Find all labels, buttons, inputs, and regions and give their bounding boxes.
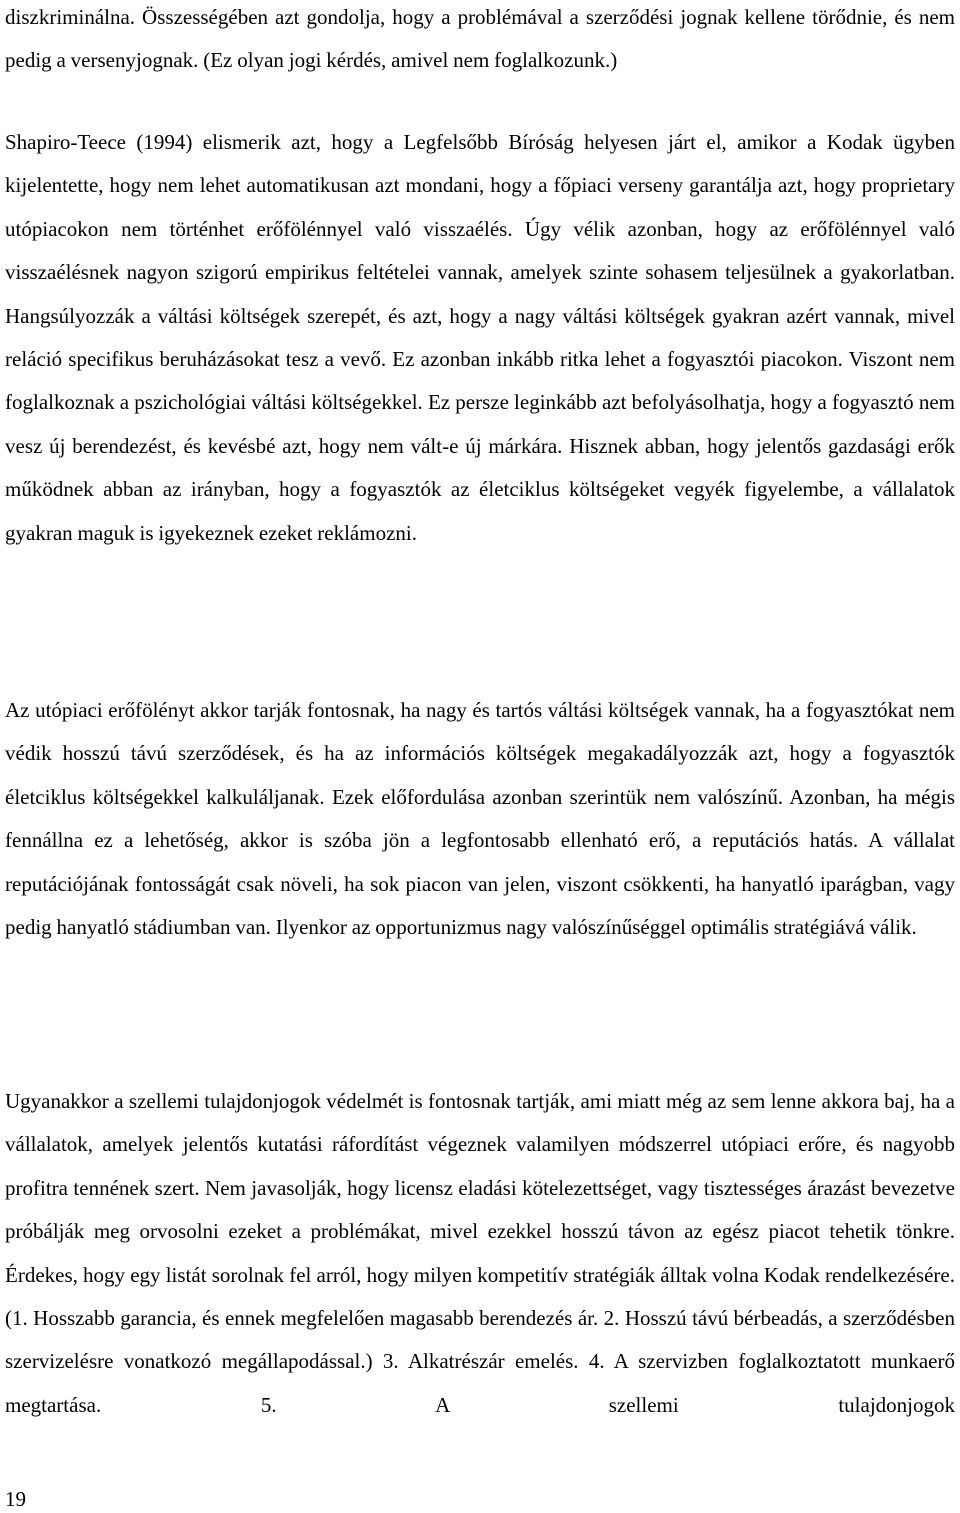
paragraph-4: Ugyanakkor a szellemi tulajdonjogok védelmét is fontosnak tartják, ami miatt még az sem lenne akkora baj, ha a vállalatok, amelyek jelentős kutatási ráfordítást végeznek valamilyen módszerrel utópiaci erőre, és nagyobb profitra tennének szert. Nem javasolják, hogy licensz eladási kötelezettséget, vagy tisztességes árazást bevezetve próbálják meg orvosolni ezeket a problémákat, mivel ezekkel hosszú távon az egész piacot tehetik tönkre. Érdekes, hogy egy listát sorolnak fel arról, hogy milyen kompetitív stratégiák álltak volna Kodak rendelkezésére. (1. Hosszabb garancia, és ennek megfelelően magasabb berendezés ár. 2. Hosszú távú bérbeadás, a szerződésben szervizelésre vonatkozó megállapodással.) 3. Alkatrészár emelés. 4. A szervizben foglalkoztatott munkaerő megtartása. 5. A szellemi tulajdonjogok — [5, 1089, 955, 1417]
paragraph-2: Shapiro-Teece (1994) elismerik azt, hogy a Legfelsőbb Bíróság helyesen járt el, amikor a Kodak ügyben kijelentette, hogy nem lehet automatikusan azt mondani, hogy a főpiaci verseny garantálja azt, hogy proprietary utópiacokon nem történhet erőfölénnyel való visszaélés. Úgy vélik azonban, hogy az erőfölénnyel való visszaélésnek nagyon szigorú empirikus feltételei vannak, amelyek szinte sohasem teljesülnek a gyakorlatban. Hangsúlyozzák a váltási költségek szerepét, és azt, hogy a nagy váltási költségek gyakran azért vannak, mivel reláció specifikus beruházásokat tesz a vevő. Ez azonban inkább ritka lehet a fogyasztói piacokon. Viszont nem foglalkoznak a pszichológiai váltási költségekkel. Ez persze leginkább azt befolyásolhatja, hogy a fogyasztó nem vesz új berendezést, és kevésbé azt, hogy nem vált-e új márkára. Hisznek abban, hogy jelentős gazdasági erők működnek abban az irányban, hogy a fogyasztók az életciklus költségeket vegyék figyelembe, a vállalatok gyakran maguk is igyekeznek ezeket reklámozni. — [5, 130, 955, 545]
paragraph-1: diszkriminálna. Összességében azt gondolja, hogy a problémával a szerződési jognak kellene törődnie, és nem pedig a versenyjognak. (Ez olyan jogi kérdés, amivel nem foglalkozunk.) — [5, 5, 955, 73]
paragraph-3: Az utópiaci erőfölényt akkor tarják fontosnak, ha nagy és tartós váltási költségek vannak, ha a fogyasztókat nem védik hosszú távú szerződések, és ha az információs költségek megakadályozzák azt, hogy a fogyasztók életciklus költségekkel kalkuláljanak. Ezek előfordulása azonban szerintük nem valószínű. Azonban, ha mégis fennállna ez a lehetőség, akkor is szóba jön a legfontosabb ellenható erő, a reputációs hatás. A vállalat reputációjának fontosságát csak növeli, ha sok piacon van jelen, viszont csökkenti, ha hanyatló iparágban, vagy pedig hanyatló stádiumban van. Ilyenkor az opportunizmus nagy valószínűséggel optimális stratégiává válik. — [5, 698, 955, 940]
page-number: 19 — [5, 1487, 26, 1511]
